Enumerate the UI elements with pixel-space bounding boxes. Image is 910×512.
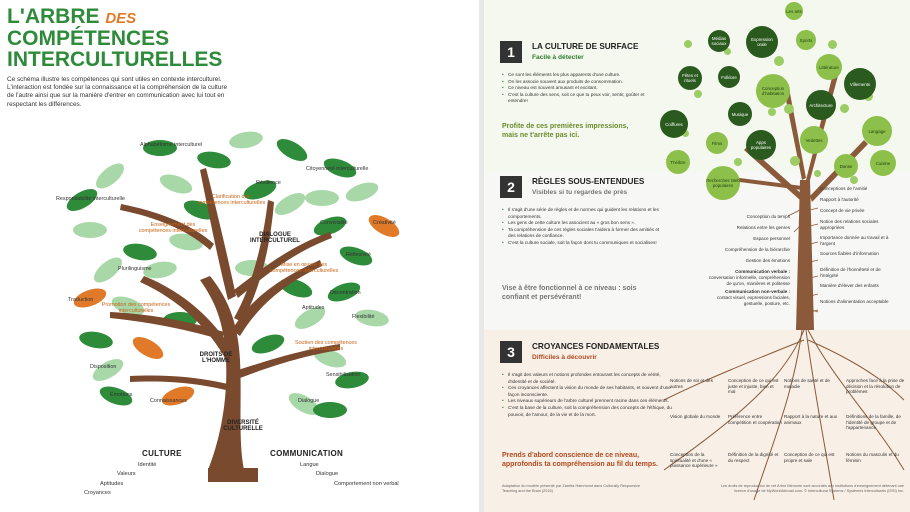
leaf-label: Enseignement des compétences interculturelles: [138, 222, 208, 235]
leaf-label: Clarification des compétences interculturelles: [196, 194, 266, 207]
bullet: • Ce sont les éléments les plus apparents d'une culture.: [502, 72, 660, 79]
crown-circle: Danse: [834, 154, 858, 178]
leaf-shape: [78, 329, 114, 351]
leaf-shape: [228, 129, 264, 151]
leaf-shape: [249, 331, 286, 358]
root-item: Notions de santé et de maladie: [784, 378, 830, 389]
leaf-label: Alphabétisme interculturel: [140, 142, 203, 148]
bullet: • C'est la culture sociale, soit la façon dont tu communiques et socialises!: [502, 240, 662, 247]
bullet: • Ta compréhension de ces règles sociales t'aidera à former des amitiés et des relations de confiance.: [502, 227, 662, 240]
crown-circle: Recherches Web populaires: [706, 166, 740, 200]
communication-item: Dialogue: [316, 471, 339, 477]
leaf-label: Flexibilité: [352, 314, 375, 320]
crown-circle: Les arts: [785, 2, 803, 20]
leaf-label: Mise en œuvre des compétences interculturelles: [269, 262, 339, 275]
leaf-label: Réflexivité: [346, 252, 371, 258]
bullet: • Il s'agit des valeurs et notions profondes entourant les concepts de vérité, d'identité et de société.: [502, 372, 672, 385]
crown-circle: Fêtes et rituels: [678, 66, 702, 90]
rule-item: Importance donnée au travail et à l'argent: [820, 235, 889, 246]
crown-circle: Cuisine: [870, 150, 896, 176]
title-line1: L'ARBRE DES: [7, 5, 137, 28]
intro-text: Ce schéma illustre les compétences qui sont utiles en contexte interculturel. L'interaction est fondée sur la connaissance et la compréhension de la culture de l'autre ainsi que sur la manière d'entrer en communication avec lui tout en respectant les différences.: [7, 76, 228, 108]
leaf-shape: [157, 171, 194, 198]
leaf-shape: [305, 190, 339, 206]
rule-item: Notions d'alimentation acceptable: [820, 299, 889, 304]
leaf-label: Citoyenneté interculturelle: [306, 166, 369, 172]
bullet: • On les associe souvent aux produits de consommation.: [502, 79, 660, 86]
foliage-dot: [684, 40, 692, 48]
leaf-label: Sensibilisation: [326, 372, 361, 378]
rule-item: Conception du temps: [746, 214, 790, 219]
bullet: • C'est la culture des sens, soit ce que tu peux voir, sentir, goûter et entendre!: [502, 92, 660, 105]
bullet: • Il s'agit d'une série de règles et de normes qui guident les relations et les comportements.: [502, 207, 662, 220]
culture-item: Identité: [138, 462, 157, 468]
communication-item: Comportement non verbal: [334, 481, 399, 487]
section-title: LA CULTURE DE SURFACE: [532, 42, 639, 51]
root-item: Rapport à la nature et aux animaux: [784, 414, 838, 425]
foliage-dot: [734, 158, 742, 166]
rule-item: Communication non-verbale :: [725, 289, 790, 294]
rule-item: Communication verbale :: [735, 269, 790, 274]
leaf-label: Résilience: [256, 180, 281, 186]
bullet: • Ce niveau est souvent amusant et excitant.: [502, 85, 660, 92]
section-callout: Vise à être fonctionnel à ce niveau : sois confiant et persévérant!: [502, 285, 637, 301]
root-item: Conception de ce qui est juste et injuste, bien et mal: [728, 378, 779, 395]
leaf-label: Aptitudes: [302, 305, 325, 311]
leaf-shape: [122, 241, 158, 263]
crown-circle: Vedettes: [800, 126, 828, 154]
root-item: Conception de ce qui est propre et sale: [784, 452, 835, 463]
leaf-label: Promotion des compétences interculturelles: [101, 302, 171, 315]
rule-item: Notion des relations sociales appropriées: [820, 219, 879, 230]
section-bullets: [502, 372, 672, 418]
title-line2: COMPÉTENCES: [7, 27, 170, 50]
leaf-label: Créativité: [373, 220, 396, 226]
root-item: Notions du masculin et du féminin: [846, 452, 899, 463]
rule-item: conversation informelle, compréhension de qu'on, manières et politesse: [708, 275, 790, 286]
root-item: Définition de la dignité et du respect: [728, 452, 779, 463]
foliage-dot: [814, 170, 821, 177]
leaf-shape: [313, 402, 347, 418]
section-subtitle: Facile à détecter: [532, 54, 584, 61]
section-callout: Profite de ces premières impressions, mais ne t'arrête pas ici.: [502, 123, 629, 139]
rule-item: Conceptions de l'amitié: [820, 186, 868, 191]
crown-circle: Villements: [844, 68, 876, 100]
leaf-label: Décentration: [330, 290, 361, 296]
leaf-label: Soutien des compétences interculturelles: [294, 340, 358, 353]
foliage-dot: [850, 176, 858, 184]
foliage-dot: [774, 56, 784, 66]
section-number: 1: [500, 41, 522, 63]
crown-circle: Sports: [796, 30, 816, 50]
rule-item: contact visuel, expressions faciales, gestuelle, posture, etc.: [716, 295, 790, 306]
culture-item: Croyances: [84, 490, 111, 496]
leaf-label: DROITS DE L'HOMME: [199, 352, 233, 365]
section-subtitle: Difficiles à découvrir: [532, 354, 597, 361]
leaf-label: Disposition: [90, 364, 117, 370]
rule-item: Espace personnel: [753, 236, 790, 241]
leaf-label: Convivialité: [320, 220, 348, 226]
root-item: Notions de soi et des autres: [670, 378, 713, 389]
section-bullets: [502, 207, 662, 247]
rule-item: Sources fiables d'information: [820, 251, 879, 256]
section-title: CROYANCES FONDAMENTALES: [532, 342, 660, 351]
bullet: • Ces croyances affectent la vision du monde de ses habitants, et souvent d'une façon inconsciente.: [502, 385, 672, 398]
leaf-shape: [196, 149, 232, 171]
crown-circle: Coiffures: [660, 110, 688, 138]
root-item: Approches face à la prise de décision et la résolution de problèmes: [846, 378, 905, 395]
leaf-shape: [159, 383, 196, 410]
leaf-label: Émotions: [110, 392, 133, 398]
leaf-label: Responsabilité interculturelle: [56, 196, 125, 202]
foliage-dot: [790, 156, 800, 166]
crown-circle: Films: [706, 132, 728, 154]
leaf-label: Dialogue: [298, 398, 320, 404]
section-number: 3: [500, 341, 522, 363]
crown-circle: Médias sociaux: [708, 30, 730, 52]
bullet: • Les niveaux supérieurs de l'arbre culturel prennent racine dans ces éléments.: [502, 398, 672, 405]
leaf-label: Plurilinguisme: [118, 266, 152, 272]
culture-item: Aptitudes: [100, 481, 124, 487]
crown-circle: Langage: [862, 116, 892, 146]
section-subtitle: Visibles si tu regardes de près: [532, 189, 628, 196]
section-callout: Prends d'abord conscience de ce niveau, approfondis ta compréhension au fil du temps.: [502, 452, 658, 468]
rule-item: Concept de vie privée: [820, 208, 865, 213]
crown-circle: Architecture: [806, 90, 836, 120]
crown-circle: Littérature: [816, 54, 842, 80]
leaf-shape: [129, 333, 166, 364]
leaf-shape: [92, 159, 128, 193]
foliage-dot: [768, 108, 776, 116]
rule-item: Gestion des émotions: [745, 258, 790, 263]
section-title: RÈGLES SOUS-ENTENDUES: [532, 177, 645, 186]
communication-heading: COMMUNICATION: [270, 449, 344, 458]
crown-circle: Musique: [728, 102, 752, 126]
title-des: DES: [105, 10, 137, 27]
rule-item: Manière d'élever des enfants: [820, 283, 879, 288]
crown-circle: Apps populaires: [746, 130, 776, 160]
foliage-dot: [694, 90, 702, 98]
crown-circle: Folklore: [718, 66, 740, 88]
section-bullets: [502, 72, 660, 105]
leaf-shape: [271, 189, 308, 220]
root-item: Définitions de la famille, de l'identité de groupe et de l'appartenance: [846, 414, 901, 431]
rights-text: Les droits de reproduction de cet Arbre Mémoire sont accordés aux institutions d'enseignement détenant une licence d'usage de MyWorldAbroad.com. © Intercultural Systems / Systèmes Interculturels (ISSI) Inc.: [720, 484, 904, 493]
culture-heading: CULTURE: [142, 449, 182, 458]
root-item: Préférence entre compétition et coopération: [728, 414, 782, 425]
rule-item: Rapport à l'autorité: [820, 197, 859, 202]
culture-item: Valeurs: [117, 471, 136, 477]
leaf-label: Traduction: [68, 297, 94, 303]
leaf-label: DIALOGUE INTERCULTUREL: [250, 232, 300, 245]
rule-item: Relations entre les genres: [736, 225, 790, 230]
credit-text: Adaptation du modèle présenté par Zaretta Hammond dans Culturally Responsive Teaching and the Brain (2015): [502, 484, 641, 493]
tree-base: [208, 468, 258, 482]
title-line3: INTERCULTURELLES: [7, 48, 223, 71]
foliage-dot: [840, 104, 849, 113]
leaf-label: Connaissances: [150, 398, 187, 404]
foliage-dot: [784, 104, 794, 114]
rule-item: Compréhension de la hiérarchie: [724, 247, 790, 252]
right-infographic: [484, 0, 910, 512]
foliage-dot: [828, 40, 837, 49]
root-item: Vision globale du monde: [670, 414, 721, 419]
crown-circle: Théâtre: [666, 150, 690, 174]
leaf-label: DIVERSITÉ CULTURELLE: [223, 420, 263, 433]
crown-circle: Conception d'habitation: [756, 74, 790, 108]
root-item: Conception de la spiritualité et d'une « puissance supérieure »: [670, 452, 718, 469]
leaf-shape: [73, 222, 107, 238]
bullet: • Les gens de cette culture les associent au « gros bon sens ».: [502, 220, 662, 227]
crown-circle: Expression orale: [746, 26, 778, 58]
section-number: 2: [500, 176, 522, 198]
bullet: • C'est la base de la culture, soit la compréhension des concepts de l'éthique, du pouvoir, de l'amour, de la vie et de la mort.: [502, 405, 672, 418]
leaf-shape: [343, 179, 380, 206]
rule-item: Définition de l'honnêteté et de l'intégrité: [820, 267, 881, 278]
leaf-shape: [273, 135, 310, 166]
communication-item: Langue: [300, 462, 319, 468]
